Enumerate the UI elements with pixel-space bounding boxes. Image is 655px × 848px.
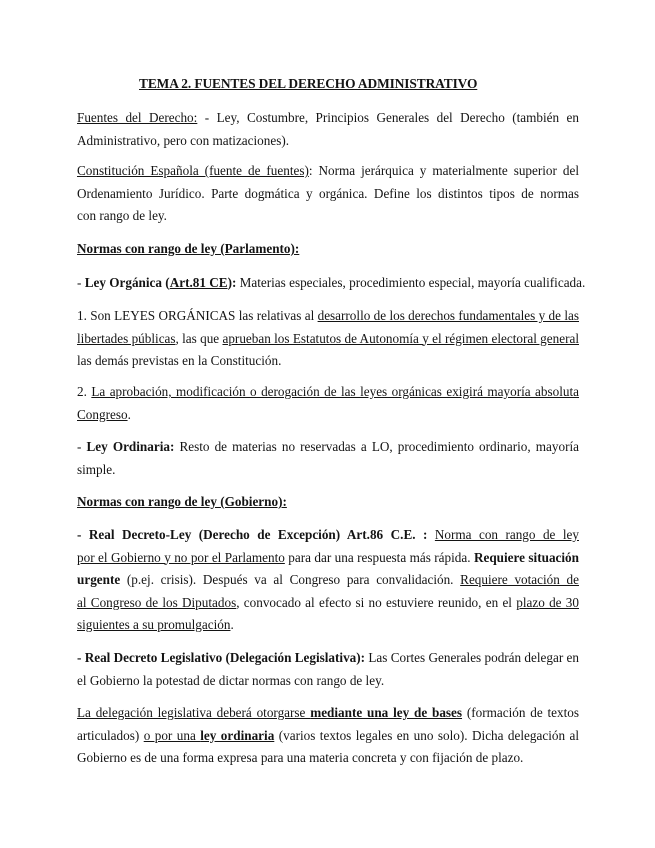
rdl-line-5 bbox=[77, 614, 579, 637]
rdl-line-1 bbox=[77, 524, 579, 547]
rdl-underlined-1: Norma con rango de ley bbox=[434, 527, 579, 542]
lo-point-1-underlined-3: aprueban los Estatutos de Autonomía y el régimen electoral general bbox=[222, 330, 579, 346]
delegacion-line-3: Gobierno es de una forma expresa para una materia concreta y con fijación de plazo. bbox=[77, 750, 524, 765]
rdl-underlined-5: plazo de 30 bbox=[516, 594, 579, 610]
lo-point-2-paragraph bbox=[77, 381, 579, 426]
ley-organica-article: Art.81 CE bbox=[169, 275, 228, 290]
lo-point-1-underlined-2: libertades públicas bbox=[77, 330, 176, 346]
rdl-bold-2: urgente bbox=[77, 572, 121, 587]
lo-point-2-underlined-2: Congreso bbox=[77, 406, 128, 422]
rdl-text-1: para dar una respuesta más rápida. bbox=[284, 549, 474, 565]
ley-ordinaria-line-2: simple. bbox=[77, 461, 116, 477]
ley-organica-dash: - bbox=[77, 275, 85, 290]
rdl-underlined-6: siguientes a su promulgación bbox=[77, 617, 231, 632]
rdleg-paragraph bbox=[77, 647, 579, 692]
rdl-underlined-4: al Congreso de los Diputados bbox=[77, 594, 237, 610]
lo-point-2-line-2 bbox=[77, 404, 579, 427]
lo-point-2-underlined-1: La aprobación, modificación o derogación de las leyes orgánicas exigirá mayoría absoluta bbox=[91, 384, 579, 399]
ley-ordinaria-line-1 bbox=[77, 436, 579, 459]
document-title: TEMA 2. FUENTES DEL DERECHO ADMINISTRATIVO bbox=[139, 76, 478, 91]
lo-point-1-line-3: las demás previstas en la Constitución. bbox=[77, 353, 282, 368]
ley-organica-label-end: ): bbox=[227, 275, 237, 290]
lo-point-1-underlined-1: desarrollo de los derechos fundamentales y de las bbox=[317, 308, 579, 323]
rdleg-line-1 bbox=[77, 647, 579, 670]
heading-gobierno: Normas con rango de ley (Gobierno): bbox=[77, 494, 287, 509]
ley-ordinaria-paragraph bbox=[77, 436, 579, 481]
rdl-paragraph bbox=[77, 524, 579, 637]
lo-point-1-paragraph bbox=[77, 305, 579, 373]
ley-ordinaria-label: Ley Ordinaria: bbox=[86, 439, 175, 454]
lo-point-2-line-1 bbox=[77, 381, 579, 404]
heading-parlamento-block bbox=[77, 238, 579, 261]
fuentes-text-1: - Ley, Costumbre, Principios Generales del Derecho (también en bbox=[204, 110, 579, 125]
delegacion-text-1: (formación de textos bbox=[462, 705, 579, 720]
rdleg-text-1: Las Cortes Generales podrán delegar en bbox=[365, 650, 579, 665]
fuentes-line-1 bbox=[77, 107, 579, 130]
delegacion-line-1 bbox=[77, 702, 579, 725]
rdl-underlined-2: por el Gobierno y no por el Parlamento bbox=[77, 549, 285, 565]
fuentes-line-2: Administrativo, pero con matizaciones). bbox=[77, 132, 290, 148]
ley-ordinaria-text-1: Resto de materias no reservadas a LO, procedimiento ordinario, mayoría bbox=[174, 439, 579, 454]
heading-parlamento: Normas con rango de ley (Parlamento): bbox=[77, 241, 300, 256]
rdl-label: - Real Decreto-Ley (Derecho de Excepción) Art.86 C.E. : bbox=[77, 527, 435, 542]
rdl-line-2 bbox=[77, 547, 579, 570]
lo-point-2-text-2: . bbox=[127, 406, 131, 422]
lo-point-1-text-1: 1. Son LEYES ORGÁNICAS las relativas al bbox=[77, 308, 318, 323]
rdl-bold-1: Requiere situación bbox=[473, 549, 579, 565]
constitucion-text-1: : Norma jerárquica y materialmente superior del bbox=[308, 163, 579, 178]
delegacion-bold-underlined-2: ley ordinaria bbox=[200, 727, 275, 743]
delegacion-text-2: articulados) bbox=[77, 727, 144, 743]
fuentes-label: Fuentes del Derecho: bbox=[77, 110, 198, 125]
ley-organica-paragraph bbox=[77, 272, 586, 295]
constitucion-line-3: con rango de ley. bbox=[77, 208, 167, 223]
ley-organica-label: Ley Orgánica ( bbox=[84, 275, 170, 290]
rdleg-line-2: el Gobierno la potestad de dictar normas con rango de ley. bbox=[77, 672, 385, 688]
rdl-underlined-3: Requiere votación de bbox=[460, 572, 579, 587]
ley-ordinaria-dash: - bbox=[77, 439, 87, 454]
constitucion-paragraph bbox=[77, 160, 579, 228]
rdl-text-2: (p.ej. crisis). Después va al Congreso para convalidación. bbox=[120, 572, 461, 587]
lo-point-1-line-1 bbox=[77, 305, 579, 328]
ley-organica-text: Materias especiales, procedimiento especial, mayoría cualificada. bbox=[236, 275, 586, 290]
delegacion-bold-underlined-1: mediante una ley de bases bbox=[310, 705, 463, 720]
ley-organica-line bbox=[77, 272, 586, 295]
delegacion-underlined-1: La delegación legislativa deberá otorgarse bbox=[77, 705, 311, 720]
rdl-text-3: , convocado al efecto si no estuviere reunido, en el bbox=[236, 594, 517, 610]
heading-gobierno-block bbox=[77, 491, 579, 514]
lo-point-1-line-2 bbox=[77, 328, 579, 351]
fuentes-paragraph bbox=[77, 107, 579, 152]
constitucion-line-2: Ordenamiento Jurídico. Parte dogmática y orgánica. Define los distintos tipos de normas bbox=[77, 185, 579, 201]
lo-point-2-text-1: 2. bbox=[77, 384, 92, 399]
delegacion-text-3: (varios textos legales en uno solo). Dicha delegación al bbox=[274, 727, 579, 743]
delegacion-paragraph bbox=[77, 702, 579, 770]
rdl-line-3 bbox=[77, 569, 579, 592]
lo-point-1-text-2: , las que bbox=[175, 330, 223, 346]
delegacion-line-2 bbox=[77, 725, 579, 748]
rdleg-label: - Real Decreto Legislativo (Delegación Legislativa): bbox=[77, 650, 366, 665]
delegacion-underlined-2: o por una bbox=[143, 727, 201, 743]
constitucion-label: Constitución Española (fuente de fuentes) bbox=[77, 163, 309, 178]
constitucion-line-1 bbox=[77, 160, 579, 183]
rdl-line-4 bbox=[77, 592, 579, 615]
rdl-text-4: . bbox=[230, 617, 234, 632]
